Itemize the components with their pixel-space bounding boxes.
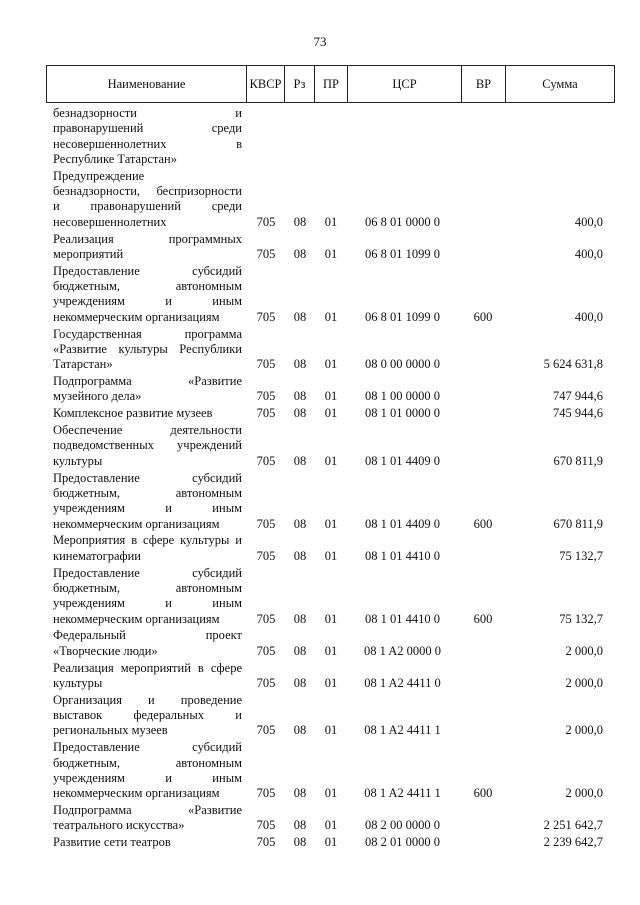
- row-name-line: правонарушений среди: [53, 121, 242, 136]
- row-kvsr: 705: [256, 453, 276, 468]
- table-row: [0, 423, 640, 471]
- row-kvsr: 705: [256, 309, 276, 324]
- row-pr: 01: [324, 643, 338, 658]
- row-name-line: безнадзорности и: [53, 106, 242, 120]
- row-sum: 2 251 642,7: [543, 818, 603, 833]
- row-csr: 08 1 A2 4411 0: [364, 675, 441, 690]
- row-rz: 08: [293, 246, 307, 261]
- row-vr: 600: [473, 611, 493, 626]
- table-row: [0, 264, 640, 327]
- row-name: [53, 803, 242, 834]
- page-number: 73: [313, 34, 327, 49]
- row-name-line: Реализация программных: [53, 231, 242, 246]
- row-csr: 08 1 01 4409 0: [365, 516, 440, 531]
- row-rz: 08: [293, 723, 307, 738]
- header-csr: ЦСР: [348, 66, 462, 102]
- row-sum: 400,0: [574, 309, 603, 324]
- row-sum: 400,0: [574, 214, 603, 229]
- row-name-line: и правонарушений среди: [53, 199, 242, 214]
- row-name-line: несовершеннолетних в: [53, 136, 242, 151]
- row-kvsr: 705: [256, 214, 276, 229]
- row-pr: 01: [324, 818, 338, 833]
- row-name-line: бюджетным, автономным: [53, 580, 242, 595]
- row-name-line: некоммерческим организациям: [53, 786, 220, 801]
- row-pr: 01: [324, 453, 338, 468]
- row-name-line: Мероприятия в сфере культуры и: [53, 533, 242, 548]
- row-csr: 08 2 01 0000 0: [365, 835, 440, 850]
- table-row: [0, 661, 640, 693]
- row-pr: 01: [324, 548, 338, 563]
- table-row: [0, 232, 640, 264]
- row-name-line: театрального искусства»: [53, 818, 185, 833]
- row-sum: 2 000,0: [565, 675, 603, 690]
- row-name-line: Государственная программа: [53, 326, 242, 341]
- row-name: [53, 693, 242, 739]
- row-name-line: Предоставление субсидий: [53, 565, 242, 580]
- table-row: [0, 106, 640, 169]
- row-pr: 01: [324, 246, 338, 261]
- row-csr: 08 1 00 0000 0: [365, 389, 440, 404]
- row-sum: 2 000,0: [565, 643, 603, 658]
- row-pr: 01: [324, 389, 338, 404]
- row-name-line: Комплексное развитие музеев: [53, 406, 213, 421]
- row-sum: 75 132,7: [559, 611, 603, 626]
- row-pr: 01: [324, 357, 338, 372]
- row-rz: 08: [293, 516, 307, 531]
- row-name-line: музейного дела»: [53, 389, 142, 404]
- table-row: [0, 803, 640, 835]
- row-sum: 2 000,0: [565, 723, 603, 738]
- row-name-line: «Творческие люди»: [53, 643, 158, 658]
- row-name-line: несовершеннолетних: [53, 214, 167, 229]
- row-name: [53, 471, 242, 532]
- row-name-line: Республике Татарстан»: [53, 151, 177, 166]
- row-name-line: Предоставление субсидий: [53, 740, 242, 755]
- row-name-line: некоммерческим организациям: [53, 309, 220, 324]
- row-kvsr: 705: [256, 818, 276, 833]
- row-pr: 01: [324, 214, 338, 229]
- row-name: [53, 232, 242, 263]
- row-kvsr: 705: [256, 643, 276, 658]
- table-row: [0, 740, 640, 803]
- header-kvsr: КВСР: [247, 66, 285, 102]
- row-sum: 5 624 631,8: [543, 357, 603, 372]
- row-name-line: Подпрограмма «Развитие: [53, 374, 242, 389]
- row-name: [53, 628, 242, 659]
- row-name-line: учреждениям и иным: [53, 501, 242, 516]
- header-vr: ВР: [462, 66, 506, 102]
- row-kvsr: 705: [256, 835, 276, 850]
- table-row: [0, 327, 640, 375]
- row-sum: 747 944,6: [553, 389, 603, 404]
- row-csr: 08 1 A2 4411 1: [364, 723, 441, 738]
- row-sum: 670 811,9: [553, 453, 603, 468]
- row-kvsr: 705: [256, 723, 276, 738]
- row-name-line: Предоставление субсидий: [53, 263, 242, 278]
- row-kvsr: 705: [256, 516, 276, 531]
- header-sum: Сумма: [542, 76, 578, 91]
- row-rz: 08: [293, 675, 307, 690]
- row-pr: 01: [324, 675, 338, 690]
- row-rz: 08: [293, 357, 307, 372]
- row-name: [53, 566, 242, 627]
- row-rz: 08: [293, 309, 307, 324]
- row-name: [53, 533, 242, 564]
- row-pr: 01: [324, 516, 338, 531]
- row-rz: 08: [293, 453, 307, 468]
- row-name-line: культуры: [53, 453, 103, 468]
- table-row: [0, 406, 640, 423]
- row-name-line: культуры: [53, 675, 103, 690]
- row-name-line: бюджетным, автономным: [53, 485, 242, 500]
- row-csr: 08 1 A2 4411 1: [364, 786, 441, 801]
- row-name: [53, 423, 242, 469]
- row-csr: 08 1 01 4410 0: [365, 611, 440, 626]
- row-name-line: Реализация мероприятий в сфере: [53, 660, 242, 675]
- row-name-line: Предоставление субсидий: [53, 470, 242, 485]
- row-csr: 06 8 01 0000 0: [365, 214, 440, 229]
- row-csr: 08 1 01 4409 0: [365, 453, 440, 468]
- row-vr: 600: [473, 309, 493, 324]
- row-name-line: безнадзорности, беспризорности: [53, 184, 242, 199]
- row-rz: 08: [293, 818, 307, 833]
- row-name-line: учреждениям и иным: [53, 770, 242, 785]
- row-sum: 2 000,0: [565, 786, 603, 801]
- table-body: [0, 106, 640, 852]
- row-name: [53, 661, 242, 692]
- row-name-line: мероприятий: [53, 246, 124, 261]
- row-kvsr: 705: [256, 611, 276, 626]
- row-name-line: Подпрограмма «Развитие: [53, 803, 242, 818]
- row-csr: 06 8 01 1099 0: [365, 246, 440, 261]
- row-name-line: некоммерческим организациям: [53, 611, 220, 626]
- row-name-line: Федеральный проект: [53, 628, 242, 643]
- row-csr: 08 2 00 0000 0: [365, 818, 440, 833]
- row-pr: 01: [324, 786, 338, 801]
- row-pr: 01: [324, 835, 338, 850]
- table-row: [0, 471, 640, 534]
- header-rz: Рз: [285, 66, 315, 102]
- header-name: Наименование: [47, 66, 247, 102]
- row-sum: 2 239 642,7: [543, 835, 603, 850]
- row-name: [53, 327, 242, 373]
- row-name-line: Татарстан»: [53, 357, 113, 372]
- row-rz: 08: [293, 548, 307, 563]
- row-pr: 01: [324, 723, 338, 738]
- row-kvsr: 705: [256, 675, 276, 690]
- table-row: [0, 628, 640, 660]
- table-row: [0, 533, 640, 565]
- row-csr: 08 1 01 4410 0: [365, 548, 440, 563]
- table-row: [0, 693, 640, 741]
- row-kvsr: 705: [256, 406, 276, 421]
- row-name-line: Обеспечение деятельности: [53, 423, 242, 438]
- row-sum: 670 811,9: [553, 516, 603, 531]
- row-name-line: выставок федеральных и: [53, 708, 242, 723]
- table-row: [0, 566, 640, 629]
- row-name-line: Развитие сети театров: [53, 835, 171, 850]
- row-name: [53, 374, 242, 405]
- row-rz: 08: [293, 389, 307, 404]
- row-name-line: Предупреждение: [53, 168, 145, 183]
- row-rz: 08: [293, 786, 307, 801]
- row-pr: 01: [324, 406, 338, 421]
- row-name-line: бюджетным, автономным: [53, 279, 242, 294]
- table-row: [0, 374, 640, 406]
- row-kvsr: 705: [256, 548, 276, 563]
- row-kvsr: 705: [256, 357, 276, 372]
- row-name-line: кинематографии: [53, 548, 142, 563]
- row-name-line: некоммерческим организациям: [53, 516, 220, 531]
- row-csr: 08 0 00 0000 0: [365, 357, 440, 372]
- row-csr: 08 1 A2 0000 0: [363, 643, 442, 658]
- row-name-line: региональных музеев: [53, 723, 168, 738]
- row-name: [53, 169, 242, 230]
- row-name-line: Организация и проведение: [53, 692, 242, 707]
- row-rz: 08: [293, 406, 307, 421]
- row-pr: 01: [324, 611, 338, 626]
- row-csr: 08 1 01 0000 0: [365, 406, 440, 421]
- row-name: [53, 406, 242, 421]
- row-kvsr: 705: [256, 246, 276, 261]
- row-rz: 08: [293, 214, 307, 229]
- row-kvsr: 705: [256, 389, 276, 404]
- row-sum: 75 132,7: [559, 548, 603, 563]
- row-vr: 600: [473, 516, 493, 531]
- row-name: [53, 835, 242, 850]
- row-name-line: «Развитие культуры Республики: [53, 341, 242, 356]
- row-name: [53, 740, 242, 801]
- row-rz: 08: [293, 835, 307, 850]
- row-name-line: подведомственных учреждений: [53, 438, 242, 453]
- row-sum: 400,0: [574, 246, 603, 261]
- row-vr: 600: [473, 786, 493, 801]
- row-name-line: учреждениям и иным: [53, 596, 242, 611]
- header-pr: ПР: [315, 66, 348, 102]
- table-header: [46, 65, 615, 103]
- row-name: [53, 264, 242, 325]
- row-kvsr: 705: [256, 786, 276, 801]
- row-rz: 08: [293, 643, 307, 658]
- row-name-line: учреждениям и иным: [53, 294, 242, 309]
- row-csr: 06 8 01 1099 0: [365, 309, 440, 324]
- table-row: [0, 835, 640, 852]
- row-sum: 745 944,6: [553, 406, 603, 421]
- row-pr: 01: [324, 309, 338, 324]
- row-name-line: бюджетным, автономным: [53, 755, 242, 770]
- row-rz: 08: [293, 611, 307, 626]
- table-row: [0, 169, 640, 232]
- row-name: [53, 106, 242, 167]
